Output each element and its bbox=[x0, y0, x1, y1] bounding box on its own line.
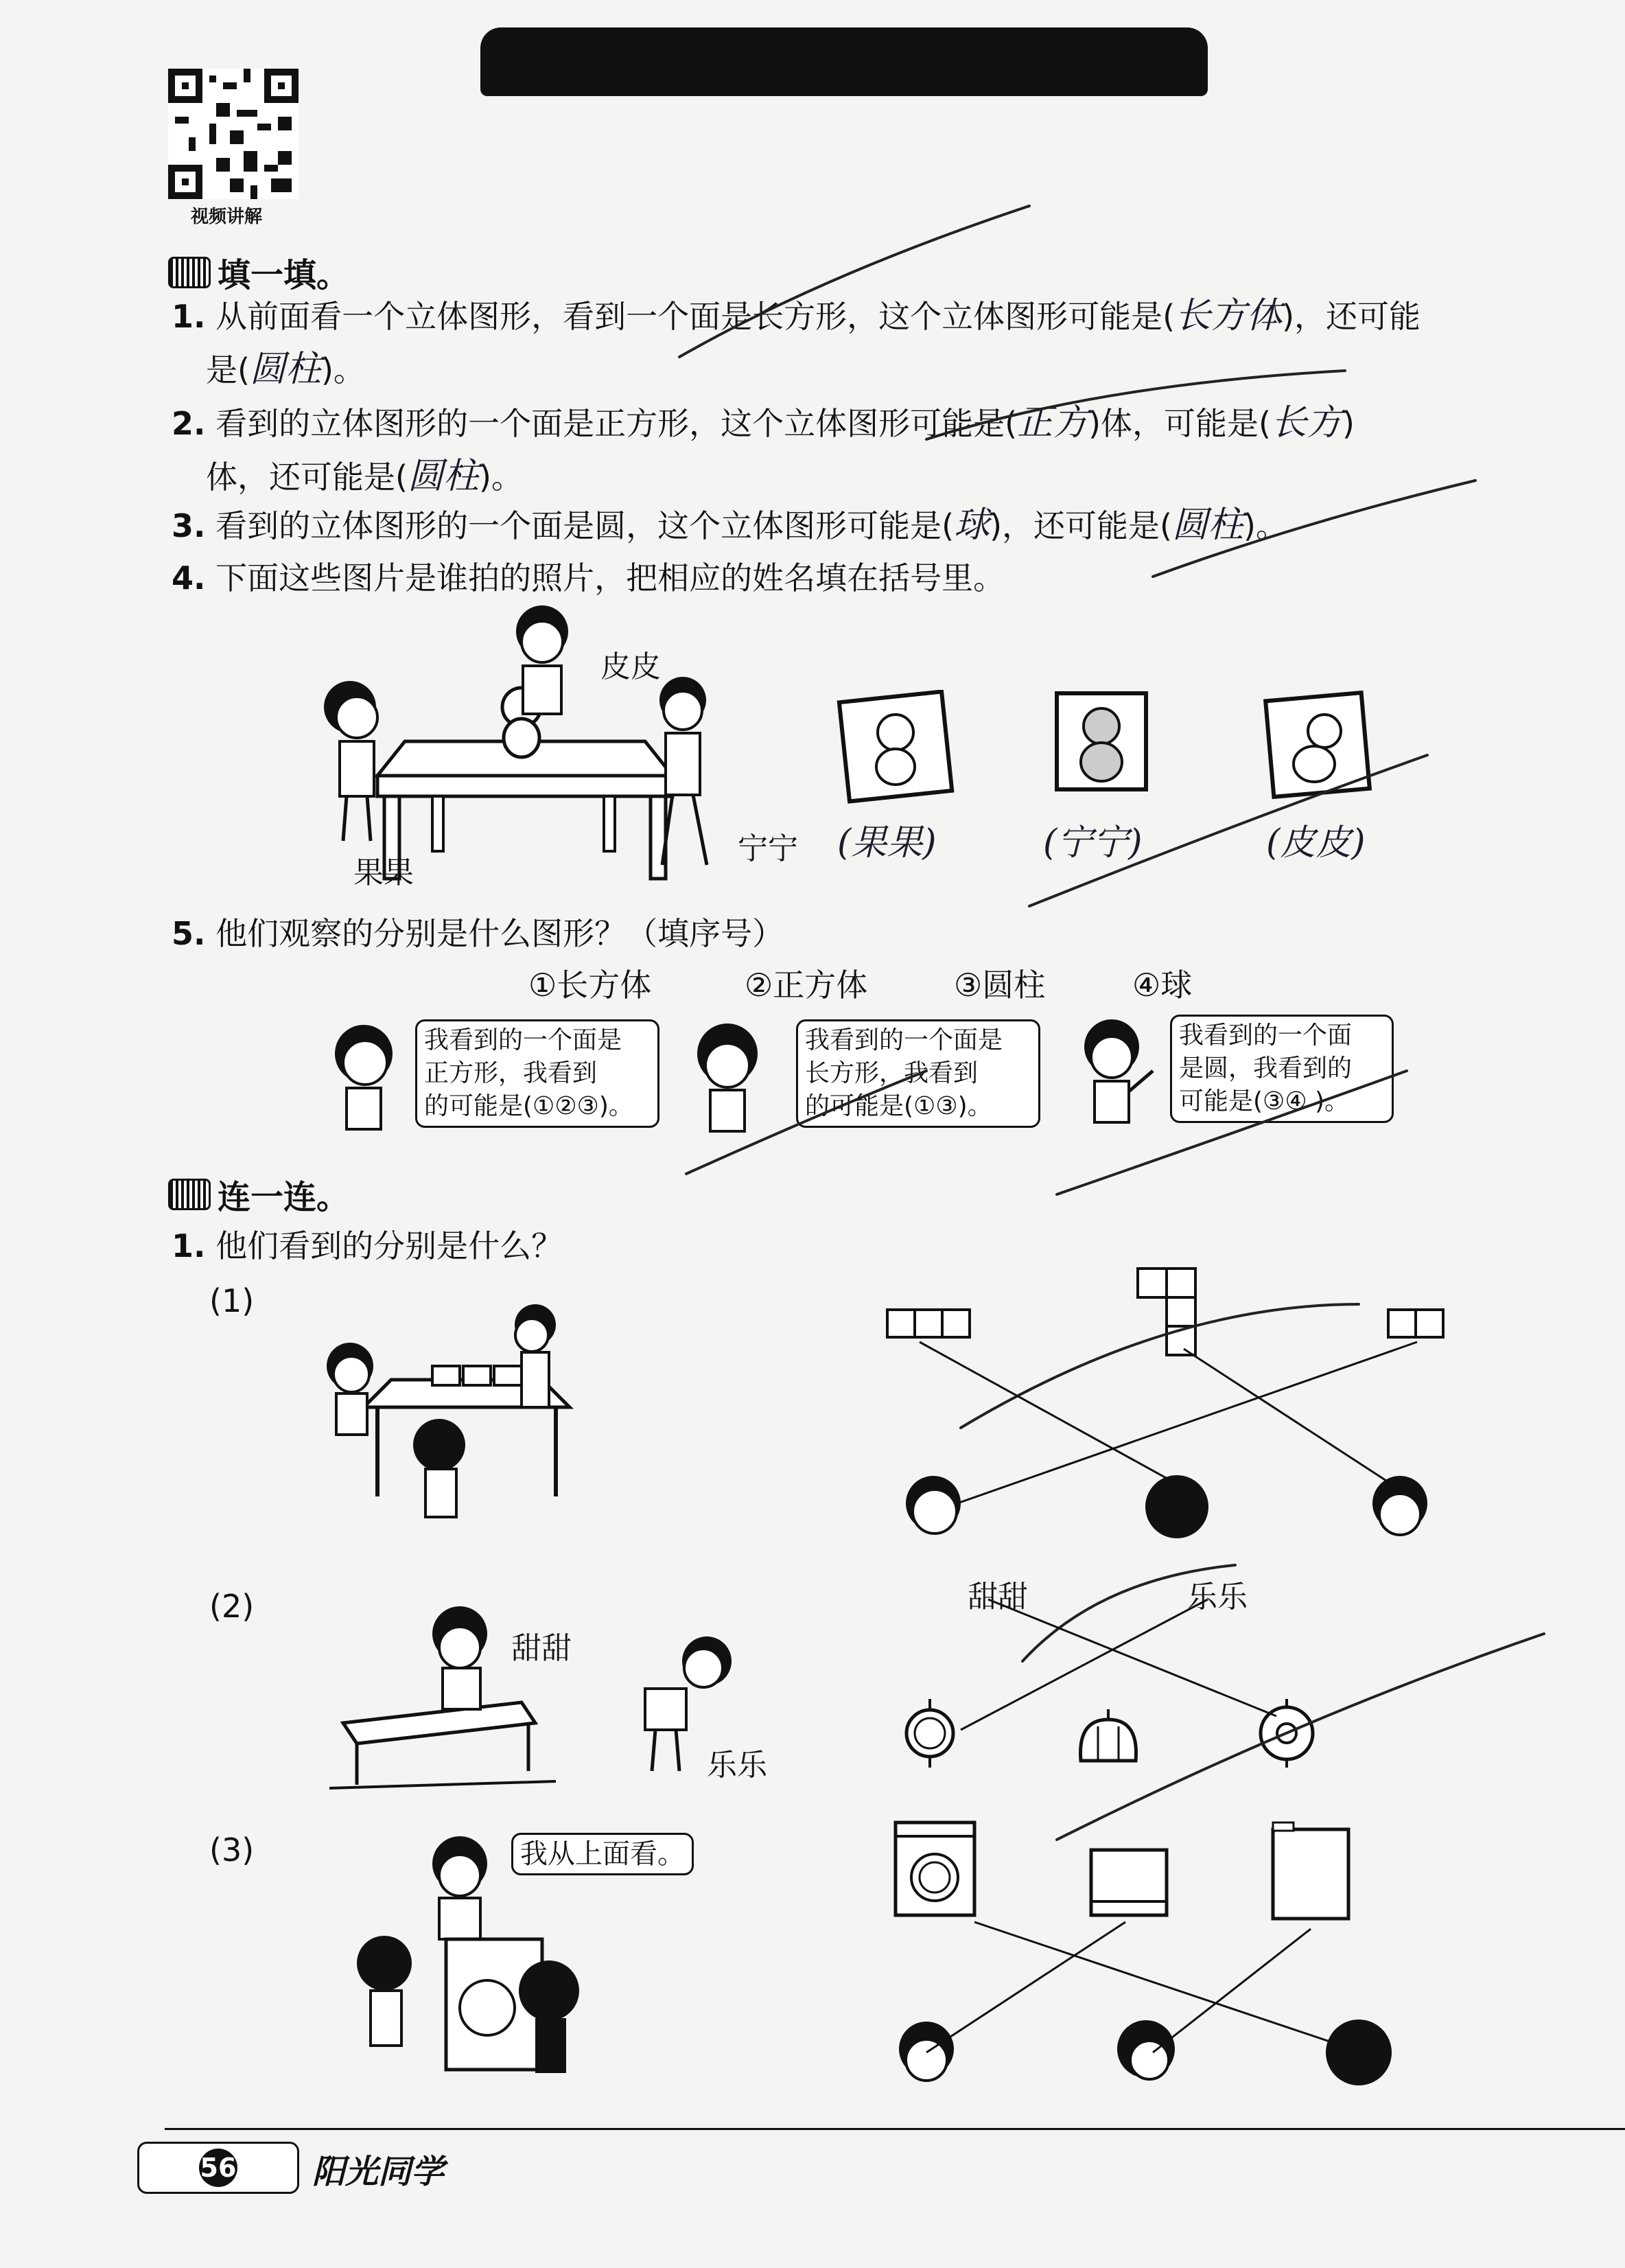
option-4: ④球 bbox=[1132, 967, 1193, 1004]
answer-3a[interactable]: 球 bbox=[954, 505, 990, 546]
speech-bubble-3: 我看到的一个面 是圆，我看到的 可能是(③④ )。 bbox=[1170, 1015, 1394, 1123]
connect-question-1: 1. 他们看到的分别是什么？ bbox=[172, 1227, 563, 1264]
answer-1b[interactable]: 圆柱 bbox=[249, 349, 321, 390]
name-tiantian-left: 甜甜 bbox=[511, 1631, 572, 1666]
photo-answer-2[interactable]: (宁宁) bbox=[1043, 822, 1143, 864]
part-2-label: (2) bbox=[209, 1588, 255, 1625]
name-ningning: 宁宁 bbox=[738, 831, 798, 866]
option-1: ①长方体 bbox=[528, 967, 652, 1004]
question-4: 4. 下面这些图片是谁拍的照片，把相应的姓名填在括号里。 bbox=[172, 559, 1005, 597]
photo-answer-1[interactable]: (果果) bbox=[837, 822, 937, 864]
answer-3b[interactable]: 圆柱 bbox=[1171, 505, 1243, 546]
part-3-label: (3) bbox=[209, 1831, 255, 1868]
question-1: 1. 从前面看一个立体图形，看到一个面是长方形，这个立体图形可能是(长方体)，还可能 bbox=[172, 295, 1421, 336]
footer-brand: 阳光同学 bbox=[312, 2153, 445, 2191]
name-lele-right: 乐乐 bbox=[1187, 1579, 1248, 1615]
answer-2b[interactable]: 长方 bbox=[1270, 402, 1342, 443]
footer-page-badge bbox=[137, 2142, 299, 2194]
answer-1a[interactable]: 长方体 bbox=[1175, 295, 1283, 336]
name-lele-left: 乐乐 bbox=[707, 1748, 767, 1783]
section-title-connect: 连一连。 bbox=[168, 1170, 349, 1218]
question-1-cont: 是(圆柱)。 bbox=[206, 349, 365, 390]
section-title-fill: 填一填。 bbox=[168, 248, 349, 296]
speech-bubble-part3: 我从上面看。 bbox=[511, 1833, 694, 1875]
answer-2a[interactable]: 正方 bbox=[1017, 402, 1089, 443]
answer-2c[interactable]: 圆柱 bbox=[407, 456, 479, 497]
question-2: 2. 看到的立体图形的一个面是正方形，这个立体图形可能是(正方)体，可能是(长方) bbox=[172, 402, 1355, 443]
name-guoguo: 果果 bbox=[353, 855, 414, 890]
name-pipi: 皮皮 bbox=[600, 649, 661, 684]
option-3: ③圆柱 bbox=[954, 967, 1046, 1004]
speech-bubble-2: 我看到的一个面是 长方形，我看到 的可能是(①③)。 bbox=[796, 1019, 1040, 1128]
photo-answer-3[interactable]: (皮皮) bbox=[1266, 822, 1366, 864]
question-5: 5. 他们观察的分别是什么图形？（填序号） bbox=[172, 915, 784, 952]
speech-bubble-1: 我看到的一个面是 正方形，我看到 的可能是(①②③)。 bbox=[415, 1019, 659, 1128]
part-1-label: (1) bbox=[209, 1282, 255, 1319]
question-3: 3. 看到的立体图形的一个面是圆，这个立体图形可能是(球)，还可能是(圆柱)。 bbox=[172, 505, 1287, 546]
page-number: 56 bbox=[199, 2149, 237, 2187]
qr-caption: 视频讲解 bbox=[191, 207, 263, 227]
footer-rule bbox=[165, 2128, 1625, 2130]
option-2: ②正方体 bbox=[745, 967, 868, 1004]
name-tiantian-right: 甜甜 bbox=[968, 1579, 1028, 1615]
question-2-cont: 体，还可能是(圆柱)。 bbox=[206, 456, 523, 497]
